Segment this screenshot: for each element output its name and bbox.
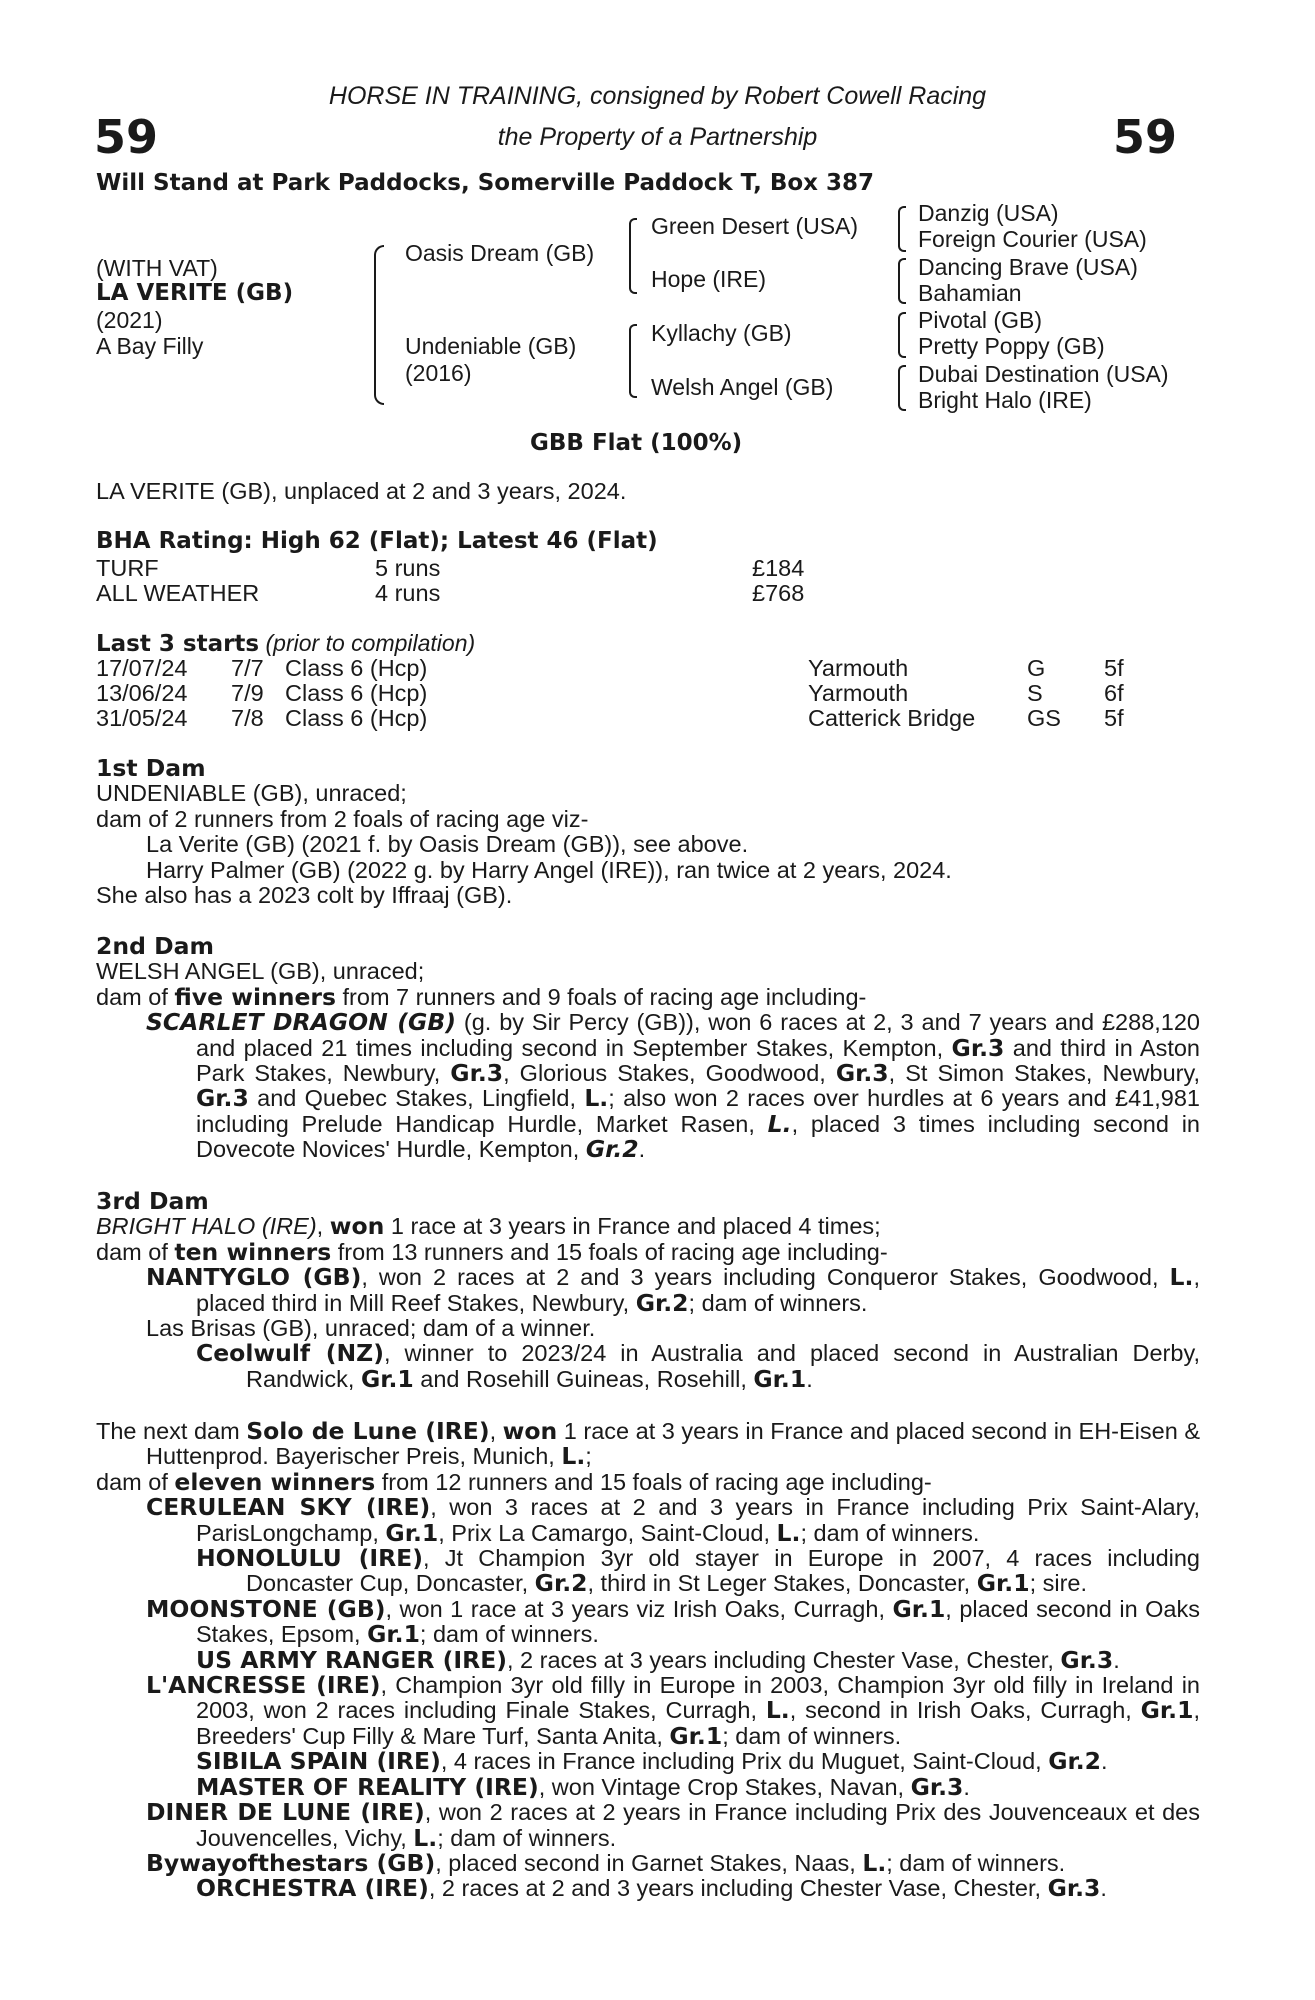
dam-name: Undeniable (GB) [405,333,577,359]
sire-brace [629,218,637,294]
first-dam-line: She also has a 2023 colt by Iffraaj (GB). [96,882,513,909]
third-dam-title: 3rd Dam [96,1187,209,1215]
vat-note: (WITH VAT) [96,255,218,281]
bywayofthestars-entry: Bywayofthestars (GB), placed second in Garnet Stakes, Naas, L.; dam of winners. [146,1848,1066,1877]
ceolwulf-entry: Ceolwulf (NZ), winner to 2023/24 in Australia and placed second in Australian Derby, Randwick, Gr.1 and Rosehill Guineas, Rosehill, Gr.1. [196,1339,1200,1393]
property-line: the Property of a Partnership [497,123,818,151]
next-dam-intro: The next dam Solo de Lune (IRE), won 1 race at 3 years in France and placed second in EH-Eisen & Huttenprod. Bayerischer Preis, Munich, L.; [96,1417,1201,1471]
brace-ss [898,206,906,252]
turf-runs: 5 runs [375,555,441,581]
start-race: Class 6 (Hcp) [285,655,428,681]
third-dam-line: dam of ten winners from 13 runners and 15 foals of racing age including- [96,1237,888,1266]
start-course: Yarmouth [808,655,909,681]
second-dam-line: dam of five winners from 7 runners and 9 foals of racing age including- [96,982,867,1011]
moonstone-entry: MOONSTONE (GB), won 1 race at 3 years viz Irish Oaks, Curragh, Gr.1, placed second in Oaks Stakes, Epsom, Gr.1; dam of winners. [146,1594,1200,1649]
aw-runs: 4 runs [375,580,441,606]
horse-name: LA VERITE (GB) [96,280,294,306]
sire-dam: Hope (IRE) [651,266,767,292]
brace-ds [898,312,906,358]
lot-number-left: 59 [94,110,159,164]
turf-money: £184 [752,555,805,581]
master-of-reality-entry: MASTER OF REALITY (IRE), won Vintage Crop Stakes, Navan, Gr.3. [196,1772,970,1801]
third-dam-line: BRIGHT HALO (IRE), won 1 race at 3 years in France and placed 4 times; [96,1212,881,1241]
second-dam-line: WELSH ANGEL (GB), unraced; [96,958,425,985]
first-dam-line: UNDENIABLE (GB), unraced; [96,780,407,807]
start-dist: 5f [1104,655,1124,681]
start-date: 17/07/24 [96,655,188,681]
start-pos: 7/7 [231,655,264,681]
stand-location: Will Stand at Park Paddocks, Somerville Paddock T, Box 387 [96,170,875,196]
start-course: Yarmouth [808,680,909,706]
diner-de-lune-entry: DINER DE LUNE (IRE), won 2 races at 2 years in France including Prix des Jouvenceaux et des Jouvencelles, Vichy, L.; dam of winners. [146,1798,1200,1852]
start-going: G [1027,655,1046,681]
start-date: 13/06/24 [96,680,188,706]
gbb-status: GBB Flat (100%) [530,430,743,456]
first-dam-section [96,756,1200,908]
start-dist: 5f [1104,705,1124,731]
lot-number-right: 59 [1113,110,1178,164]
first-dam-line: dam of 2 runners from 2 foals of racing age viz- [96,805,589,832]
start-course: Catterick Bridge [808,705,976,731]
next-dam-line: dam of eleven winners from 12 runners and 15 foals of racing age including- [96,1467,932,1496]
start-pos: 7/9 [231,680,264,706]
last-starts-note: (prior to compilation) [265,630,476,656]
brace-sd [898,258,906,304]
dam-sire: Kyllachy (GB) [651,320,792,346]
aw-money: £768 [752,580,805,606]
dam-year: (2016) [405,360,472,386]
sdd: Bahamian [918,280,1022,306]
aw-surface: ALL WEATHER [96,580,260,606]
start-pos: 7/8 [231,705,264,731]
las-brisas-entry: Las Brisas (GB), unraced; dam of a winner. [146,1315,596,1342]
cerulean-sky-entry: CERULEAN SKY (IRE), won 3 races at 2 and 3 years in France including Prix Saint-Alary, ParisLongchamp, Gr.1, Prix La Camargo, Saint-Cloud, L.; dam of winners. [146,1493,1200,1547]
dsd: Pretty Poppy (GB) [918,333,1105,359]
start-going: S [1027,680,1043,706]
pedigree-brace-main [374,245,384,405]
us-army-ranger-entry: US ARMY RANGER (IRE), 2 races at 3 years including Chester Vase, Chester, Gr.3. [196,1645,1120,1674]
start-date: 31/05/24 [96,705,188,731]
last-starts-heading [96,630,475,657]
start-going: GS [1027,705,1061,731]
first-dam-produce: Harry Palmer (GB) (2022 g. by Harry Angel (IRE)), ran twice at 2 years, 2024. [146,856,952,883]
second-dam-title: 2nd Dam [96,932,214,960]
nantyglo-entry: NANTYGLO (GB), won 2 races at 2 and 3 years including Conqueror Stakes, Goodwood, L., placed third in Mill Reef Stakes, Newbury, Gr.2; dam of winners. [146,1263,1200,1317]
ddd: Bright Halo (IRE) [918,387,1092,413]
horse-description: A Bay Filly [96,333,204,359]
sds: Dancing Brave (USA) [918,254,1138,280]
start-race: Class 6 (Hcp) [285,705,428,731]
last-starts-title: Last 3 starts [96,631,260,657]
honolulu-entry: HONOLULU (IRE), Jt Champion 3yr old stayer in Europe in 2007, 4 races including Doncaster Cup, Doncaster, Gr.2, third in St Leger Stakes, Doncaster, Gr.1; sire. [196,1544,1200,1598]
brace-dd [898,365,906,411]
sibila-spain-entry: SIBILA SPAIN (IRE), 4 races in France including Prix du Muguet, Saint-Cloud, Gr.2. [196,1747,1108,1776]
dss: Pivotal (GB) [918,307,1042,333]
lancresse-entry: L'ANCRESSE (IRE), Champion 3yr old filly in Europe in 2003, Champion 3yr old filly in Ireland in 2003, won 2 races including Finale Stakes, Curragh, L., second in Irish Oaks, Curragh, Gr.1, Breeders' Cup Filly & Mare Turf, Santa Anita, Gr.1; dam of winners. [146,1671,1200,1750]
horse-year: (2021) [96,307,163,333]
sire-name: Oasis Dream (GB) [405,240,595,266]
bha-rating: BHA Rating: High 62 (Flat); Latest 46 (Flat) [96,528,658,554]
third-dam-section [96,1189,1200,1392]
second-dam-section [96,934,1200,1163]
orchestra-entry: ORCHESTRA (IRE), 2 races at 2 and 3 years including Chester Vase, Chester, Gr.3. [196,1874,1107,1903]
ssd: Foreign Courier (USA) [918,226,1147,252]
dds: Dubai Destination (USA) [918,361,1169,387]
sss: Danzig (USA) [918,200,1059,226]
scarlet-dragon-entry: SCARLET DRAGON (GB) (g. by Sir Percy (GB)), won 6 races at 2, 3 and 7 years and £288,120 and placed 21 times including second in September Stakes, Kempton, Gr.3 and third in Aston Park Stakes, Newbury, Gr.3, Glorious Stakes, Goodwood, Gr.3, St Simon Stakes, Newbury, Gr.3 and Quebec Stakes, Lingfield, L.; also won 2 races over hurdles at 6 years and £41,981 including Prelude Handicap Hurdle, Market Rasen, L., placed 3 times including second in Dovecote Novices' Hurdle, Kempton, Gr.2. [146,1008,1201,1164]
first-dam-title: 1st Dam [96,754,206,782]
dam-brace [629,324,637,398]
next-dam-section [96,1419,1200,1902]
start-dist: 6f [1104,680,1124,706]
dam-dam: Welsh Angel (GB) [651,374,834,400]
horse-summary: LA VERITE (GB), unplaced at 2 and 3 years, 2024. [96,478,627,504]
consignor-line: HORSE IN TRAINING, consigned by Robert Cowell Racing [328,82,987,110]
start-race: Class 6 (Hcp) [285,680,428,706]
turf-surface: TURF [96,555,159,581]
sire-sire: Green Desert (USA) [651,213,859,239]
first-dam-produce: La Verite (GB) (2021 f. by Oasis Dream (GB)), see above. [146,831,749,858]
